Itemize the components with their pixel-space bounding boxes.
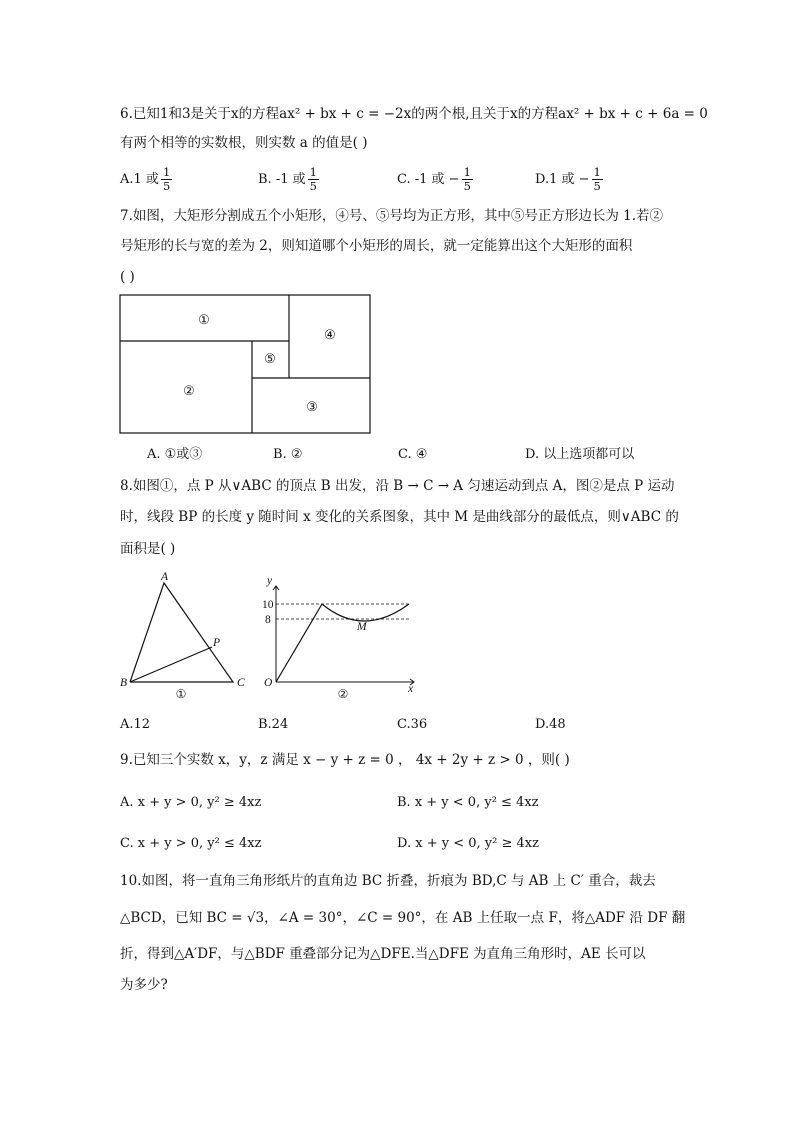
q10-stem-line3: 折，得到△A′DF，与△BDF 重叠部分记为△DFE.当△DFE 为直角三角形时，AE 长可以 [120, 946, 646, 962]
q10-stem-line4: 为多少? [120, 977, 168, 993]
y-tick-10: 10 [262, 599, 274, 611]
q7-stem-line1: 7.如图，大矩形分割成五个小矩形，④号、⑤号均为正方形，其中⑤号正方形边长为 1.若② [120, 208, 664, 224]
q8-stem-line1: 8.如图①，点 P 从∨ABC 的顶点 B 出发，沿 B → C → A 匀速运动到点 A，图②是点 P 运动 [120, 478, 675, 494]
point-m-label: M [357, 621, 367, 633]
rect-label-4: ④ [324, 327, 336, 342]
q7-option-d[interactable]: D. 以上选项都可以 [525, 447, 635, 462]
vertex-b-label: B [120, 677, 128, 689]
q6-option-b-fraction: $\frac{1}{5}$ [309, 165, 317, 193]
q7-stem-line2: 号矩形的长与宽的差为 2，则知道哪个小矩形的周长，就一定能算出这个大矩形的面积 [120, 238, 633, 254]
q8-option-b[interactable]: B.24 [258, 717, 289, 732]
q8-stem-line2: 时，线段 BP 的长度 y 随时间 x 变化的关系图象，其中 M 是曲线部分的最低点，则∨ABC 的 [120, 509, 679, 525]
q9-option-b[interactable]: B. x + y < 0, y² ≤ 4xz [397, 795, 539, 810]
vertex-c-label: C [237, 677, 245, 689]
fig2-caption: ② [337, 687, 349, 701]
q8-option-d[interactable]: D.48 [535, 717, 566, 732]
q7-option-b[interactable]: B. ② [273, 447, 303, 462]
q9-option-c[interactable]: C. x + y > 0, y² ≤ 4xz [120, 836, 262, 851]
vertex-a-label: A [161, 571, 169, 583]
y-tick-8: 8 [265, 614, 271, 626]
rect-label-2: ② [183, 383, 195, 398]
graph-linear-segment [276, 604, 322, 682]
q6-option-a-label: A.1 或 [120, 172, 159, 187]
x-axis-label: x [408, 683, 414, 695]
q9-option-a[interactable]: A. x + y > 0, y² ≥ 4xz [120, 795, 262, 810]
q6-option-b-label: B. -1 或 [258, 172, 306, 187]
origin-label: O [264, 677, 273, 689]
point-p-label: P [213, 637, 221, 649]
q10-stem-line1: 10.如图，将一直角三角形纸片的直角边 BC 折叠，折痕为 BD,C 与 AB 上 C′ 重合，裁去 [120, 873, 656, 889]
q7-stem-line3: ( ) [120, 269, 135, 285]
q7-option-c[interactable]: C. ④ [398, 447, 428, 462]
q6-option-c-label: C. -1 或 − [397, 172, 460, 187]
q10-stem-line2: △BCD，已知 BC = √3，∠A = 30°，∠C = 90°，在 AB 上任取一点 F，将△ADF 沿 DF 翻 [120, 910, 686, 926]
rect-label-5: ⑤ [264, 351, 276, 366]
rect-label-1: ① [198, 312, 210, 327]
graph-curve-segment [322, 604, 409, 621]
y-axis-label: y [267, 575, 273, 587]
q8-option-c[interactable]: C.36 [397, 717, 428, 732]
q8-option-a[interactable]: A.12 [120, 717, 151, 732]
q6-option-d-label: D.1 或 − [535, 172, 590, 187]
fig1-caption: ① [175, 687, 187, 701]
q7-option-a[interactable]: A. ①或③ [147, 447, 203, 462]
q9-stem-line1: 9.已知三个实数 x，y，z 满足 x − y + z = 0 ， 4x + 2y + z > 0 ，则( ) [120, 752, 570, 768]
q6-option-d-fraction: $\frac{1}{5}$ [593, 165, 601, 193]
rect-label-3: ③ [306, 399, 318, 414]
q8-stem-line3: 面积是( ) [120, 541, 176, 557]
q6-stem-line2: 有两个相等的实数根，则实数 a 的值是( ) [120, 135, 368, 151]
q9-option-d[interactable]: D. x + y < 0, y² ≥ 4xz [397, 836, 539, 851]
q6-option-a-fraction: $\frac{1}{5}$ [162, 165, 171, 193]
q6-option-c-fraction: $\frac{1}{5}$ [463, 165, 471, 193]
q6-stem-line1: 6.已知1和3是关于x的方程ax² + bx + c = −2x的两个根,且关于x的方程ax² + bx + c + 6a = 0 [120, 106, 708, 122]
